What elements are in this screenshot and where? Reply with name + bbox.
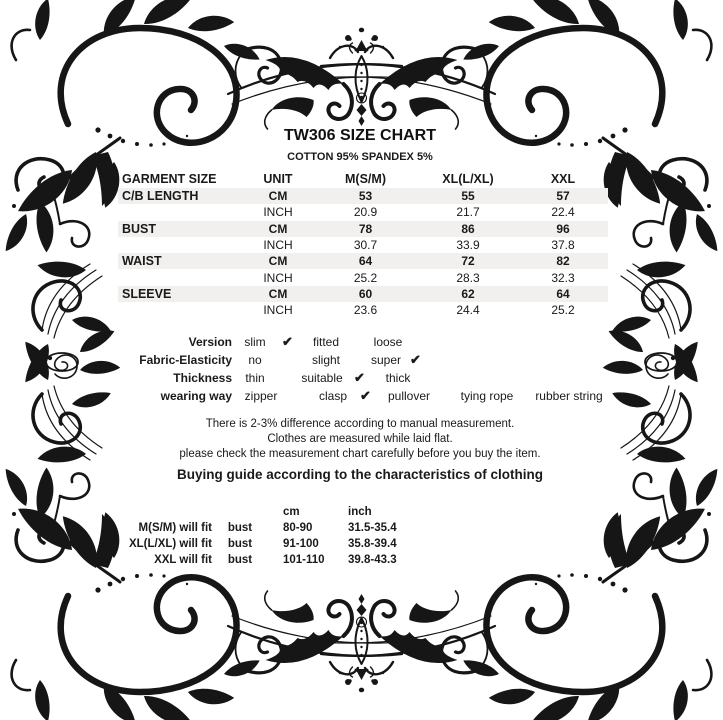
header-unit: UNIT xyxy=(263,172,293,186)
cell-label: SLEEVE xyxy=(122,286,172,301)
cell-value: 64 xyxy=(358,254,373,269)
cell-value: 57 xyxy=(556,189,570,204)
cell-value: 53 xyxy=(358,189,373,204)
page-title: TW306 SIZE CHART xyxy=(283,127,436,144)
cell-value: 24.4 xyxy=(456,303,480,318)
option-pullover: pullover xyxy=(387,389,431,404)
option-no: no xyxy=(248,353,262,368)
characteristic-label: Thickness xyxy=(173,371,232,386)
cell-unit: CM xyxy=(268,221,288,236)
option-tying-rope: tying rope xyxy=(460,389,514,404)
table-row xyxy=(118,302,608,318)
note-line: Clothes are measured while laid flat. xyxy=(267,433,453,446)
cell-value: 64 xyxy=(556,286,570,301)
fit-label: M(S/M) will fit xyxy=(138,521,212,534)
option-thin: thin xyxy=(245,371,265,386)
cell-value: 22.4 xyxy=(551,205,575,220)
cell-value: 86 xyxy=(461,221,475,236)
chart-content xyxy=(110,120,610,568)
fit-measure: bust xyxy=(227,521,253,534)
cell-value: 78 xyxy=(358,221,373,236)
option-thick: thick xyxy=(385,371,411,386)
cell-unit: INCH xyxy=(263,303,293,318)
cell-value: 30.7 xyxy=(353,238,378,253)
check-icon: ✔ xyxy=(360,388,371,404)
cell-value: 33.9 xyxy=(456,238,480,253)
cell-value: 82 xyxy=(556,254,570,269)
fit-guide-row xyxy=(110,536,450,552)
table-row xyxy=(118,269,608,285)
fabric-composition: COTTON 95% SPANDEX 5% xyxy=(287,151,433,163)
cell-value: 25.2 xyxy=(353,270,378,285)
fit-col-inch: inch xyxy=(348,505,372,518)
fit-col-cm: cm xyxy=(283,505,300,518)
fit-measure: bust xyxy=(227,537,253,550)
header-xlxl: XL(L/XL) xyxy=(442,172,494,186)
cell-unit: INCH xyxy=(263,270,293,285)
cell-unit: CM xyxy=(268,286,288,301)
cell-unit: CM xyxy=(268,254,288,269)
fit-inch-range: 39.8-43.3 xyxy=(348,554,397,567)
option-rubber-string: rubber string xyxy=(535,389,603,404)
characteristic-label: Version xyxy=(188,335,232,350)
measurement-notes xyxy=(110,417,610,482)
check-icon: ✔ xyxy=(354,370,365,386)
cell-value: 32.3 xyxy=(551,270,575,285)
cell-value: 25.2 xyxy=(551,303,575,318)
fit-guide xyxy=(110,504,450,568)
cell-unit: INCH xyxy=(263,205,293,220)
cell-value: 96 xyxy=(556,221,570,236)
header-msm: M(S/M) xyxy=(345,172,386,186)
characteristics-row xyxy=(110,387,610,405)
option-slight: slight xyxy=(311,353,340,368)
table-row xyxy=(118,221,608,237)
size-table-header xyxy=(118,170,608,188)
size-table xyxy=(118,170,608,318)
check-icon: ✔ xyxy=(410,352,421,368)
cell-value: 37.8 xyxy=(551,238,575,253)
table-row xyxy=(118,204,608,220)
option-suitable: suitable xyxy=(301,371,343,386)
fit-label: XL(L/XL) will fit xyxy=(128,537,212,550)
header-garment-size: GARMENT SIZE xyxy=(122,172,217,186)
characteristics-row xyxy=(110,351,610,369)
fit-guide-row xyxy=(110,519,450,535)
cell-value: 20.9 xyxy=(353,205,378,220)
option-zipper: zipper xyxy=(244,389,278,404)
option-fitted: fitted xyxy=(312,335,339,350)
option-loose: loose xyxy=(373,335,403,350)
fit-inch-range: 31.5-35.4 xyxy=(348,521,397,534)
characteristic-label: Fabric-Elasticity xyxy=(139,353,232,368)
cell-unit: INCH xyxy=(263,238,293,253)
fit-cm-range: 101-110 xyxy=(283,554,325,567)
cell-value: 55 xyxy=(461,189,475,204)
cell-label: BUST xyxy=(122,221,157,236)
note-line: please check the measurement chart carefully before you buy the item. xyxy=(179,448,541,461)
fit-inch-range: 35.8-39.4 xyxy=(348,537,397,550)
option-clasp: clasp xyxy=(318,389,347,404)
characteristics xyxy=(110,333,610,405)
fit-measure: bust xyxy=(227,554,253,567)
cell-label: WAIST xyxy=(122,254,162,269)
cell-value: 23.6 xyxy=(353,303,378,318)
fit-cm-range: 91-100 xyxy=(283,537,319,550)
cell-value: 28.3 xyxy=(456,270,480,285)
cell-value: 60 xyxy=(358,286,373,301)
cell-label: C/B LENGTH xyxy=(122,189,199,204)
characteristics-row xyxy=(110,369,610,387)
characteristic-label: wearing way xyxy=(160,389,232,404)
fit-cm-range: 80-90 xyxy=(283,521,313,534)
option-super: super xyxy=(370,353,402,368)
table-row xyxy=(118,253,608,269)
option-slim: slim xyxy=(244,335,266,350)
characteristics-row xyxy=(110,333,610,351)
cell-value: 62 xyxy=(461,286,475,301)
buying-guide-heading: Buying guide according to the characteristics of clothing xyxy=(176,467,544,483)
table-row xyxy=(118,286,608,302)
table-row xyxy=(118,237,608,253)
check-icon: ✔ xyxy=(282,334,293,350)
cell-unit: CM xyxy=(268,189,288,204)
table-row xyxy=(118,188,608,204)
fit-guide-row xyxy=(110,552,450,568)
note-line: There is 2-3% difference according to manual measurement. xyxy=(205,418,515,431)
fit-label: XXL will fit xyxy=(154,554,212,567)
fit-guide-header xyxy=(110,504,450,519)
header-xxl: XXL xyxy=(550,172,576,186)
cell-value: 21.7 xyxy=(456,205,480,220)
cell-value: 72 xyxy=(461,254,475,269)
